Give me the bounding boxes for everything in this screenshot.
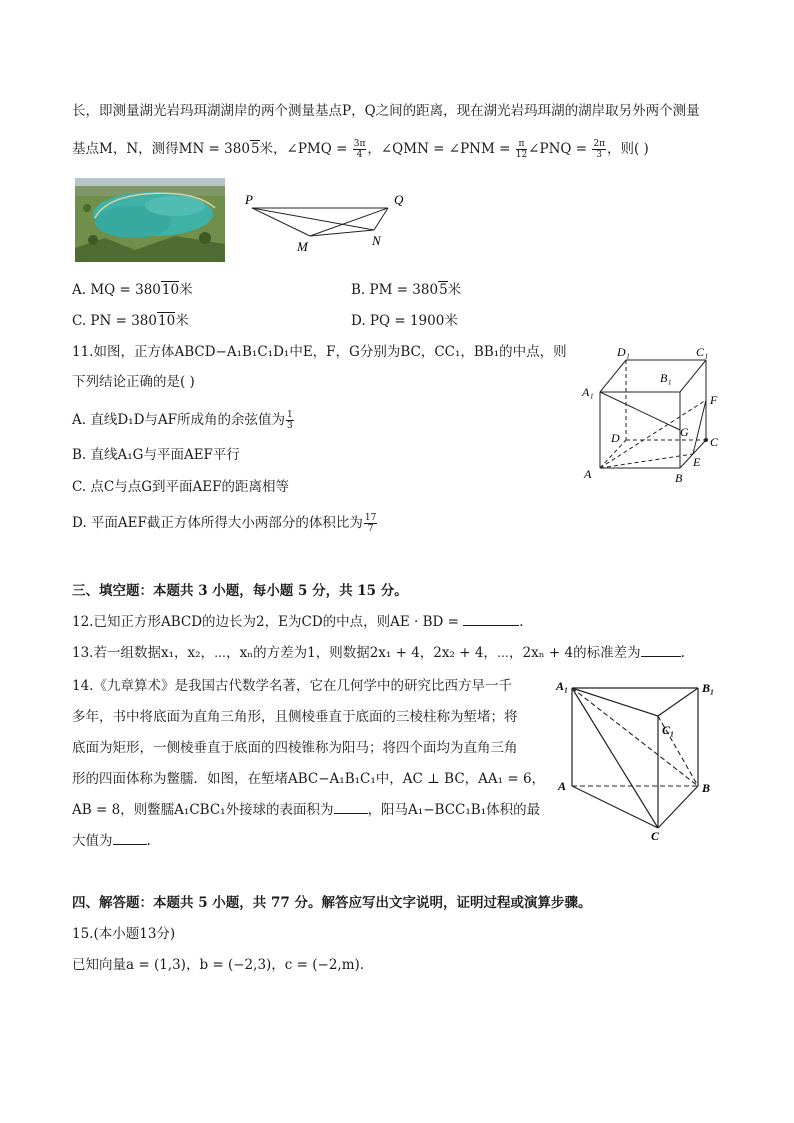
q11-option-c: C. 点C与点G到平面AEF的距离相等 [72, 479, 290, 495]
label-A1: A₁ [556, 679, 569, 693]
label-B1: B₁ [702, 681, 715, 695]
q15-title: 15.(本小题13分) [72, 926, 176, 942]
label-C: C [710, 435, 719, 449]
q11-option-d: D. 平面AEF截正方体所得大小两部分的体积比为 $\frac{17}{7}$ [72, 513, 377, 534]
q10-option-a: A. MQ = 38010米 [72, 282, 193, 298]
label-B: B [675, 471, 683, 485]
fraction: $\frac{1}{3}$ [287, 410, 293, 431]
q10-option-d: D. PQ = 1900米 [351, 313, 458, 329]
q14-line1: 14.《九章算术》是我国古代数学名著，它在几何学中的研究比西方早一千 [72, 678, 512, 694]
q10-line2: 基点M，N，测得MN = 3805米，∠PMQ = $\frac{3\pi}{4}$ ，∠QMN = ∠PNM = $\frac{\pi}{12}$ ∠PNQ = $\frac{2\pi}{3}$ ，则( ) [72, 139, 649, 160]
q14-line3: 底面为矩形，一侧棱垂直于底面的四棱锥称为阳马；将四个面均为直角三角 [72, 740, 518, 756]
cube-figure [576, 340, 726, 490]
label-Q: Q [394, 192, 404, 207]
prism-figure [552, 674, 732, 846]
q11-option-b: B. 直线A₁G与平面AEF平行 [72, 447, 240, 463]
fraction: $\frac{\pi}{12}$ [515, 139, 528, 160]
fraction: $\frac{2\pi}{3}$ [593, 139, 605, 160]
q14-line6: 大值为 . [72, 833, 151, 849]
q15-text: 已知向量a = (1,3)，b = (−2,3)，c = (−2,m). [72, 957, 365, 973]
label-C1: C₁ [662, 723, 675, 737]
label-E: E [693, 455, 701, 469]
q11-line2: 下列结论正确的是( ) [72, 374, 195, 390]
label-F: F [710, 393, 718, 407]
label-C: C [651, 829, 660, 843]
q10-option-c: C. PN = 38010米 [72, 313, 189, 329]
q13: 13.若一组数据x₁，x₂，⋯，xₙ的方差为1，则数据2x₁ + 4，2x₂ + 4，⋯，2xₙ + 4的标准差为 . [72, 645, 685, 661]
q14-line4: 形的四面体称为鳖臑．如图，在堑堵ABC−A₁B₁C₁中，AC ⊥ BC，AA₁ = 6， [72, 771, 546, 787]
label-D: D [611, 431, 620, 445]
label-A: A [558, 779, 567, 793]
label-P: P [245, 192, 253, 207]
q14-line2: 多年，书中将底面为直角三角形，且侧棱垂直于底面的三棱柱称为堑堵；将 [72, 709, 518, 725]
fraction: $\frac{3\pi}{4}$ [353, 139, 366, 160]
label-A: A [584, 467, 592, 481]
pqmn-figure [240, 188, 420, 256]
fraction: $\frac{17}{7}$ [364, 513, 377, 534]
section-3-heading: 三、填空题：本题共 3 小题，每小题 5 分，共 15 分。 [72, 583, 408, 599]
label-N: N [372, 233, 381, 248]
label-G: G [680, 425, 689, 439]
q11-line1: 11.如图，正方体ABCD−A₁B₁C₁D₁中E，F，G分别为BC，CC₁，BB₁的中点，则 [72, 344, 567, 360]
q11-option-a: A. 直线D₁D与AF所成角的余弦值为 $\frac{1}{3}$ [72, 410, 293, 431]
label-C1: C₁ [696, 345, 709, 359]
q10-line1: 长，即测量湖光岩玛珥湖湖岸的两个测量基点P，Q之间的距离，现在湖光岩玛珥湖的湖岸取另外两个测量 [72, 103, 700, 119]
q12: 12.已知正方形ABCD的边长为2，E为CD的中点，则AE · BD = . [72, 614, 524, 630]
section-4-heading: 四、解答题：本题共 5 小题，共 77 分。解答应写出文字说明，证明过程或演算步骤。 [72, 895, 592, 911]
lake-photo [75, 178, 225, 262]
label-M: M [297, 239, 308, 254]
label-B1: B₁ [660, 371, 672, 385]
label-A1: A₁ [582, 385, 594, 399]
label-B: B [702, 781, 711, 795]
label-D1: D₁ [617, 345, 630, 359]
q10-option-b: B. PM = 3805米 [351, 282, 462, 298]
q14-line5: AB = 8，则鳖臑A₁CBC₁外接球的表面积为 ，阳马A₁−BCC₁B₁体积的最 [72, 802, 541, 818]
